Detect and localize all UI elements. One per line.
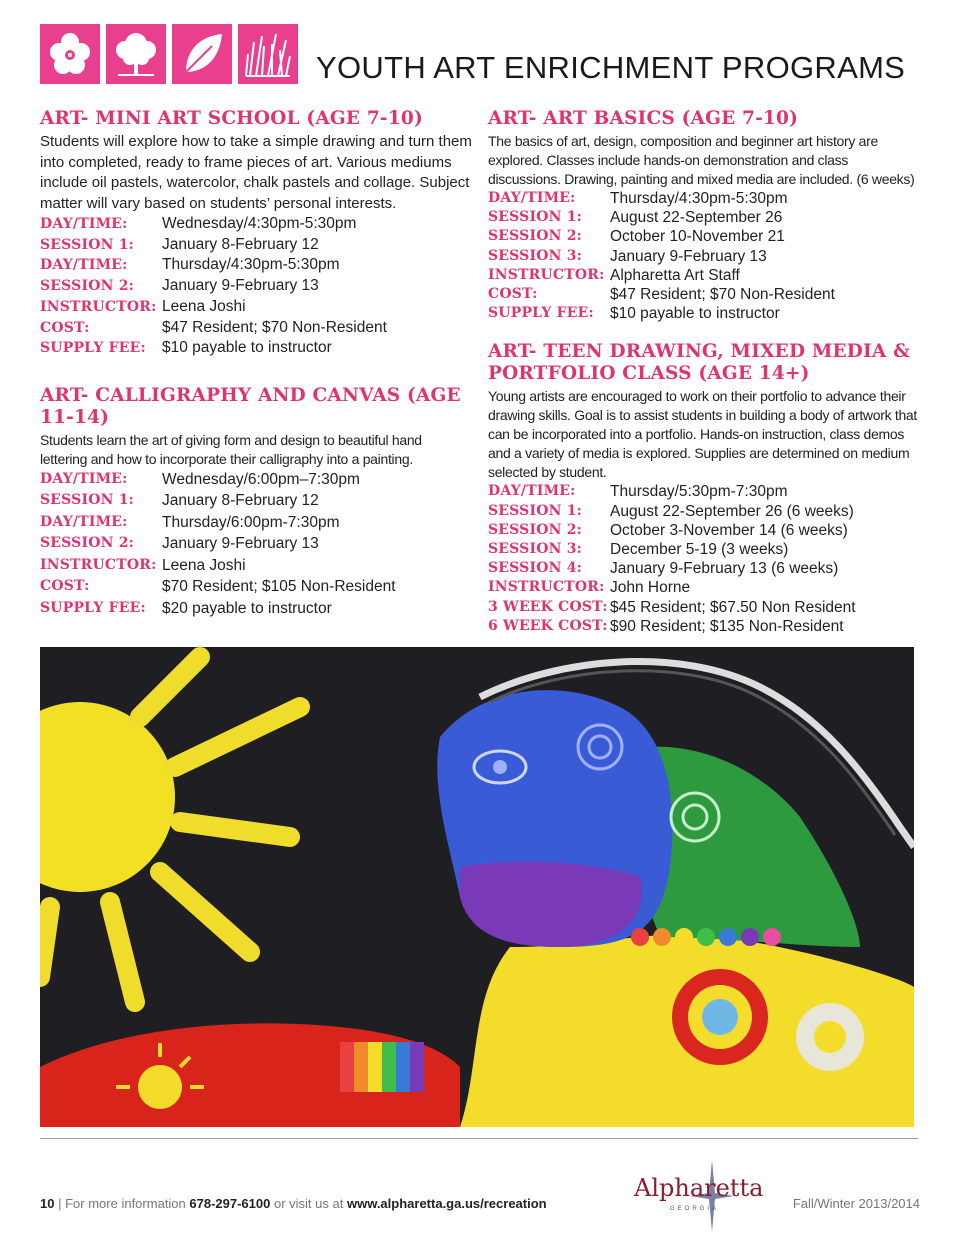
detail-value: January 8-February 12 [162,492,319,510]
program-details [488,482,920,636]
detail-label: COST: [40,578,90,595]
detail-row [488,285,920,304]
program-description: Young artists are encouraged to work on their portfolio to advance their drawing skills. Goal is to assist students in building a body of artwork that can be incorporated into a portfolio. Hands-on instruction, class demos and a variety of media is explored. Supplies are determined on medium selected by student. [488,388,918,481]
detail-label: SESSION 2: [40,535,135,552]
detail-row [488,227,920,246]
detail-label: SESSION 2: [40,278,135,295]
program-description: Students learn the art of giving form and design to beautiful hand lettering and how to incorporate their calligraphy into a painting. [40,431,422,467]
detail-row [40,490,472,512]
detail-value: Alpharetta Art Staff [610,266,740,284]
detail-row [488,598,920,617]
program-details [40,214,472,359]
detail-value: August 22-September 26 (6 weeks) [610,502,854,520]
detail-label: DAY/TIME: [40,257,128,274]
program-title: ART- MINI ART SCHOOL (AGE 7-10) [40,108,423,129]
detail-label: INSTRUCTOR: [40,556,157,573]
detail-label: SUPPLY FEE: [488,305,594,322]
program-title: ART- CALLIGRAPHY AND CANVAS (AGE 11-14) [40,384,461,428]
detail-label: 6 WEEK COST: [488,617,608,634]
detail-label: SUPPLY FEE: [40,599,146,616]
detail-value: Wednesday/6:00pm–7:30pm [162,470,360,488]
detail-label: DAY/TIME: [40,216,128,232]
header-icons [40,24,298,84]
detail-label: DAY/TIME: [40,513,128,530]
detail-row [40,533,472,555]
detail-label: DAY/TIME: [40,470,128,487]
detail-label: SESSION 1: [40,492,135,509]
detail-label: COST: [488,286,538,303]
detail-row [40,214,472,235]
detail-value: October 3-November 14 (6 weeks) [610,521,848,539]
detail-label: SESSION 1: [40,236,135,253]
detail-label: SESSION 4: [488,560,583,577]
footer-text: For more information [65,1196,186,1211]
detail-value: Thursday/5:30pm-7:30pm [610,483,788,501]
detail-label: INSTRUCTOR: [40,298,157,315]
detail-value: August 22-September 26 [610,209,783,227]
page-title: YOUTH ART ENRICHMENT PROGRAMS [316,50,906,85]
detail-value: January 9-February 13 (6 weeks) [610,560,839,578]
right-column [488,108,920,654]
detail-value: $47 Resident; $70 Non-Resident [162,318,387,336]
season-label: Fall/Winter 2013/2014 [792,1196,920,1211]
detail-row [40,576,472,598]
detail-row [40,512,472,534]
detail-label: SESSION 2: [488,521,583,538]
detail-row [488,247,920,266]
program-description: Students will explore how to take a simple drawing and turn them into completed, ready to frame pieces of art. Various mediums include oil pastels, watercolor, chalk pastels and collage. Subject matter will vary based on students’ personal interests. [40,133,472,212]
program-title: ART- TEEN DRAWING, MIXED MEDIA & PORTFOLIO CLASS (AGE 14+) [488,341,910,385]
footer-separator: | [58,1196,62,1211]
leaf-icon [172,24,232,84]
program-details [40,469,472,620]
detail-value: $10 payable to instructor [162,339,332,357]
website-link[interactable]: www.alpharetta.ga.us/recreation [346,1196,547,1211]
detail-row [488,521,920,540]
detail-row [488,266,920,285]
footer-info [40,1196,547,1211]
detail-row [40,318,472,339]
detail-label: SESSION 3: [488,541,583,558]
detail-row [488,502,920,521]
detail-label: 3 WEEK COST: [488,598,608,615]
detail-value: $47 Resident; $70 Non-Resident [610,286,835,304]
program-mini-art-school [40,108,472,359]
detail-value: Leena Joshi [162,297,246,315]
detail-value: $20 payable to instructor [162,599,332,617]
detail-label: DAY/TIME: [488,190,576,206]
left-column [40,108,472,637]
detail-row [40,469,472,491]
detail-value: $70 Resident; $105 Non-Resident [162,578,396,596]
detail-label: INSTRUCTOR: [488,266,605,283]
page-number: 10 [40,1196,55,1211]
logo-wordmark: Alpharetta [634,1174,764,1202]
program-details [488,189,920,323]
detail-value: $45 Resident; $67.50 Non Resident [610,598,856,616]
detail-value: January 9-February 13 [162,535,319,553]
detail-row [488,617,920,636]
grass-icon [238,24,298,84]
detail-label: SUPPLY FEE: [40,340,146,357]
detail-row [40,255,472,276]
detail-row [488,540,920,559]
student-artwork-image [40,647,914,1127]
detail-value: Thursday/4:30pm-5:30pm [162,256,340,274]
detail-value: John Horne [610,579,691,597]
program-calligraphy [40,385,472,620]
detail-value: $90 Resident; $135 Non-Resident [610,617,844,635]
detail-row [40,555,472,577]
program-teen-drawing [488,341,920,636]
program-art-basics [488,108,920,323]
detail-row [40,235,472,256]
detail-label: INSTRUCTOR: [488,579,605,596]
detail-row [488,208,920,227]
footer-divider [40,1138,918,1139]
detail-label: SESSION 2: [488,228,583,245]
detail-row [488,304,920,323]
detail-value: January 9-February 13 [610,247,767,265]
detail-value: January 8-February 12 [162,235,319,253]
detail-value: December 5-19 (3 weeks) [610,541,789,559]
detail-row [40,598,472,620]
logo-subtitle: GEORGIA [670,1206,720,1212]
detail-row [488,559,920,578]
detail-row [488,189,920,208]
detail-value: Leena Joshi [162,556,246,574]
detail-label: DAY/TIME: [488,483,576,500]
flower-icon [40,24,100,84]
detail-row [40,297,472,318]
detail-value: Wednesday/4:30pm-5:30pm [162,215,357,232]
detail-value: Thursday/4:30pm-5:30pm [610,190,788,207]
detail-value: October 10-November 21 [610,228,785,246]
detail-label: COST: [40,319,90,336]
program-description: The basics of art, design, composition and beginner art history are explored. Classes include hands-on demonstration and class discussions. Drawing, painting and mixed media are included. (6 weeks) [488,133,915,187]
detail-row [488,578,920,597]
detail-value: $10 payable to instructor [610,305,780,323]
detail-value: Thursday/6:00pm-7:30pm [162,513,340,531]
detail-row [40,276,472,297]
detail-row [40,338,472,359]
program-title: ART- ART BASICS (AGE 7-10) [488,108,799,129]
footer-text: or visit us at [273,1196,344,1211]
phone-number: 678-297-6100 [189,1196,271,1211]
tree-icon [106,24,166,84]
detail-value: January 9-February 13 [162,277,319,295]
detail-row [488,482,920,501]
detail-label: SESSION 3: [488,247,583,264]
detail-label: SESSION 1: [488,502,583,519]
alpharetta-logo [630,1160,764,1232]
detail-label: SESSION 1: [488,209,583,226]
